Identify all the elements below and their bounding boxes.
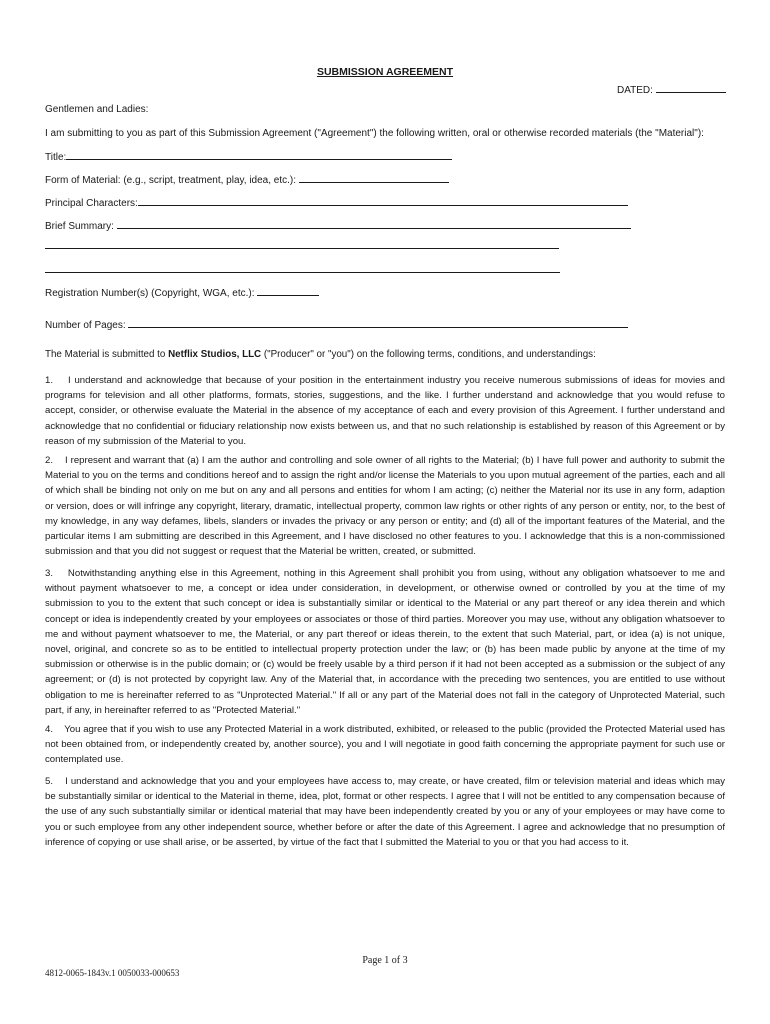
submission-post-text: ("Producer" or "you") on the following terms, conditions, and understandings: [261, 349, 596, 360]
document-title: SUBMISSION AGREEMENT [316, 66, 454, 78]
form-label: Form of Material: (e.g., script, treatment, play, idea, etc.): [45, 175, 297, 186]
clause-1: 1. I understand and acknowledge that because of your position in the entertainment industry you receive numerous submissions of ideas for movies and programs for television and all other platforms, formats, stories, suggestions, and the like. I further understand and acknowledge that you would refuse to accept, consider, or otherwise evaluate the Material in the absence of my acceptance of each and every provision of this Agreement. I further understand and acknowledge that no confidential or fiduciary relationship now exists between us, and that no such relationship is established by reason of this Agreement or by reason of my submission of the Material to you. [45, 375, 725, 447]
characters-field[interactable] [45, 196, 628, 209]
summary-field[interactable] [45, 219, 631, 232]
intro-text: I am submitting to you as part of this Submission Agreement ("Agreement") the following written, oral or otherwise recorded materials (the "Material"): [45, 128, 704, 139]
characters-label: Principal Characters: [45, 198, 138, 209]
pages-label: Number of Pages: [45, 320, 126, 331]
dated-label: DATED: [617, 85, 653, 96]
form-field[interactable] [45, 173, 449, 186]
clause-2: 2. I represent and warrant that (a) I am the author and controlling and sole owner of all rights to the Material; (b) I have full power and authority to submit the Material to you on the terms and conditions hereof and to assign the right and/or license the Materials to you upon mutual agreement of the parties, each and all of which shall be binding not only on me but on any and all persons and entities for whom I am acting; (c) neither the Material nor its use in any form, adaption or version, does or will infringe any copyright, literary, dramatic, intellectual property, common law rights or other rights of any person or entity, nor, to the best of my knowledge, in any way defames, libels, slanders or invades the privacy or any person or entity; and (d) all of the important features of the Material, and the particular items I am submitting are described in this Agreement, and I have disclosed no other features to you. I acknowledge that this is a non-commissioned submission and that you did not suggest or request that the Material be written, created, or submitted. [45, 455, 725, 558]
title-field[interactable] [45, 150, 452, 163]
dated-field[interactable] [617, 83, 726, 96]
clause-4: 4. You agree that if you wish to use any Protected Material in a work distributed, exhibited, or released to the public (provided the Protected Material used has not been obtained from, or independently created by, another source), you and I will negotiate in good faith concerning the appropriate payment for such use or contemplated use. [45, 724, 725, 766]
salutation: Gentlemen and Ladies: [45, 104, 149, 115]
submission-statement [45, 349, 596, 360]
form-blank[interactable] [299, 173, 449, 183]
summary-blank-line-2[interactable] [45, 248, 559, 249]
pages-blank[interactable] [128, 318, 628, 328]
registration-label: Registration Number(s) (Copyright, WGA, etc.): [45, 288, 255, 299]
pages-field[interactable] [45, 318, 628, 331]
title-label: Title: [45, 152, 67, 163]
registration-field[interactable] [45, 286, 319, 299]
registration-blank[interactable] [257, 286, 319, 296]
submission-pre-text: The Material is submitted to [45, 349, 169, 360]
clause-3: 3. Notwithstanding anything else in this Agreement, nothing in this Agreement shall prohibit you from using, without any obligation whatsoever to me and without payment whatsoever to me, a concept or idea under consideration, in development, or otherwise owned or controlled by you at the time of my submission to you to the extent that such concept or idea is substantially similar or identical to the Material or any part thereof or any idea therein and which concept or idea is independently created by your employees or associates or those of third parties. Moreover you may use, without any obligation whatsoever to me and without payment whatsoever to me, the Material, or any part thereof or ideas therein, to the extent that such Material, part, or idea (a) is not unique, novel, original, and concrete so as to be entitled to intellectual property protection under the law; or (b) has been made public by anyone at the time of my submission or otherwise is in the public domain; or (c) would be freely usable by a third person if it had not been accepted as a submission or the subject of any agreement; or (d) is not protected by copyright law. Any of the Material that, in accordance with the preceding two sentences, you are entitled to use without obligation to me is hereinafter referred to as "Unprotected Material." If all or any part of the Material does not fall in the category of Unprotected Material, such part, if any, in hereinafter referred to as "Protected Material." [45, 568, 725, 716]
dated-blank[interactable] [656, 83, 726, 93]
summary-blank-line-3[interactable] [45, 272, 560, 273]
company-name: Netflix Studios, LLC [168, 349, 262, 360]
characters-blank[interactable] [138, 196, 628, 206]
title-blank[interactable] [66, 150, 452, 160]
clause-5: 5. I understand and acknowledge that you and your employees have access to, may create, or have created, film or television material and ideas which may be substantially similar or identical to the Material in theme, idea, plot, format or other respects. I agree that I will not be entitled to any compensation because of the use of any such substantially similar or identical material that may have been independently created by you or any of your employees or may have come to you or such employee from any other independent source, whether before or after the date of this Agreement. I agree and acknowledge that no presumption of inference of copying or use shall arise, or be asserted, by virtue of the fact that I submitted the Material to you or that you had access to it. [45, 776, 725, 848]
summary-blank[interactable] [117, 219, 631, 229]
summary-label: Brief Summary: [45, 221, 114, 232]
page-number: Page 1 of 3 [362, 955, 408, 966]
document-id: 4812-0065-1843v.1 0050033-000653 [45, 968, 180, 978]
